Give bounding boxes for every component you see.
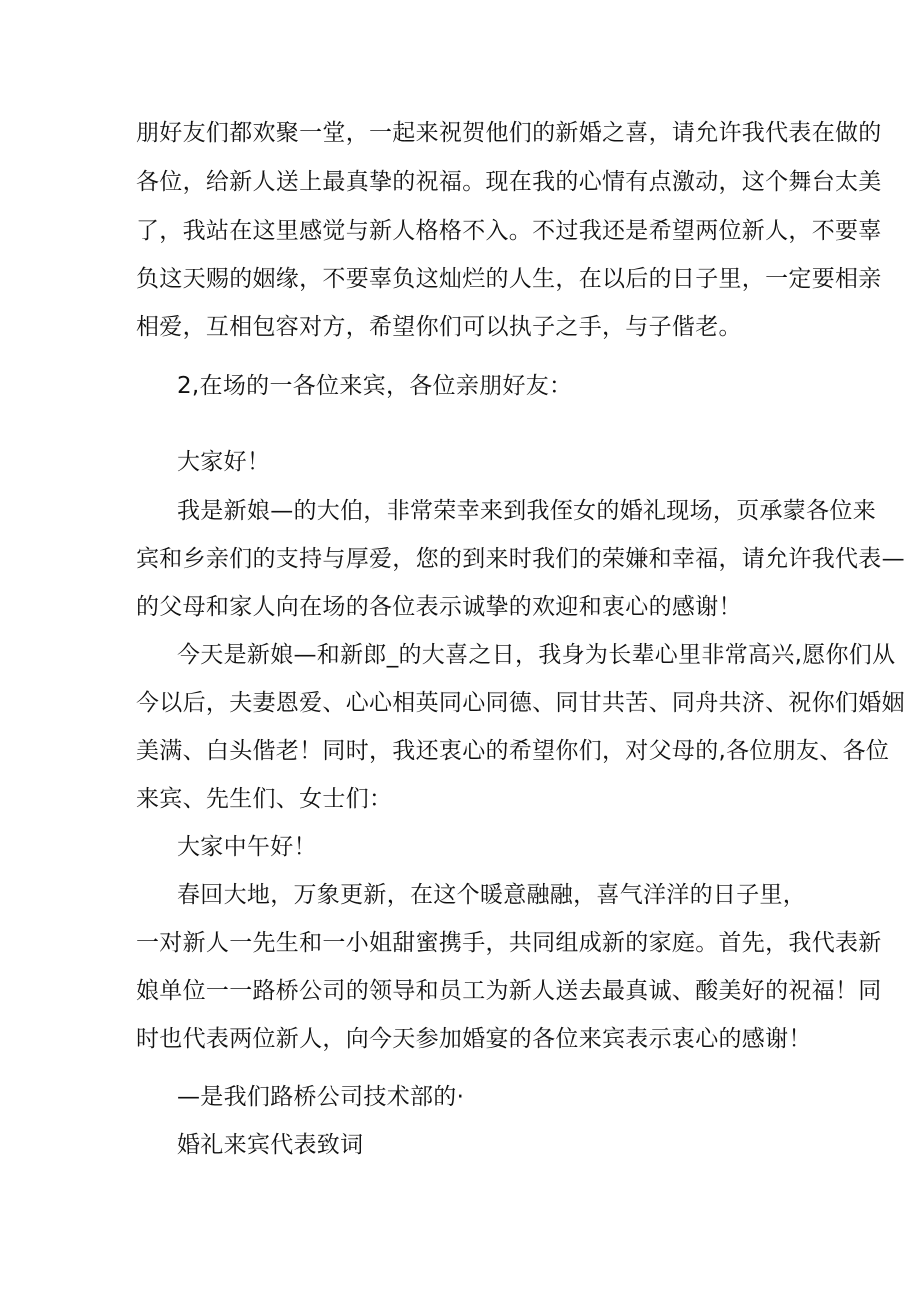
text-line: 2,在场的一各位来宾，各位亲朋好友： — [177, 373, 573, 399]
text-line: 来宾、先生们、女士们： — [136, 786, 393, 812]
text-line: 时也代表两位新人，向今天参加婚宴的各位来宾表示衷心的感谢！ — [136, 1026, 812, 1052]
text-line: 相爱，互相包容对方，希望你们可以执子之手，与子偕老。 — [136, 314, 742, 340]
text-line: 宾和乡亲们的支持与厚爱，您的到来时我们的荣嫌和幸福，请允许我代表— — [136, 546, 905, 572]
text-line: 了，我站在这里感觉与新人格格不入。不过我还是希望两位新人，不要辜 — [136, 218, 882, 244]
text-line: 春回大地，万象更新，在这个暖意融融，喜气洋洋的日子里， — [177, 882, 807, 908]
text-line: 美满、白头偕老！同时，我还衷心的希望你们，对父母的,各位朋友、各位 — [136, 738, 890, 764]
text-line: 负这天赐的姻缘，不要辜负这灿烂的人生，在以后的日子里，一定要相亲 — [136, 266, 882, 292]
text-line: 的父母和家人向在场的各位表示诚挚的欢迎和衷心的感谢！ — [136, 594, 742, 620]
text-line: 朋好友们都欢聚一堂，一起来祝贺他们的新婚之喜，请允许我代表在做的 — [136, 120, 882, 146]
text-line: 大家中午好！ — [177, 834, 317, 860]
heading-line: 婚礼来宾代表致词 — [177, 1132, 364, 1158]
text-line: 娘单位一一路桥公司的领导和员工为新人送去最真诚、酸美好的祝福！同 — [136, 978, 882, 1004]
text-line: 一对新人一先生和一小姐甜蜜携手，共同组成新的家庭。首先，我代表新 — [136, 930, 882, 956]
text-line: 我是新娘—的大伯，非常荣幸来到我侄女的婚礼现场，页承蒙各位来 — [177, 498, 876, 524]
text-line: —是我们路桥公司技术部的· — [177, 1084, 465, 1110]
text-line: 大家好！ — [177, 449, 271, 475]
text-line: 今天是新娘—和新郎_的大喜之日，我身为长辈心里非常高兴,愿你们从 — [177, 642, 896, 668]
text-line: 今以后，夫妻恩爱、心心相英同心同德、同甘共苦、同舟共济、祝你们婚姻 — [136, 690, 905, 716]
text-line: 各位，给新人送上最真挚的祝福。现在我的心情有点激动，这个舞台太美 — [136, 169, 882, 195]
